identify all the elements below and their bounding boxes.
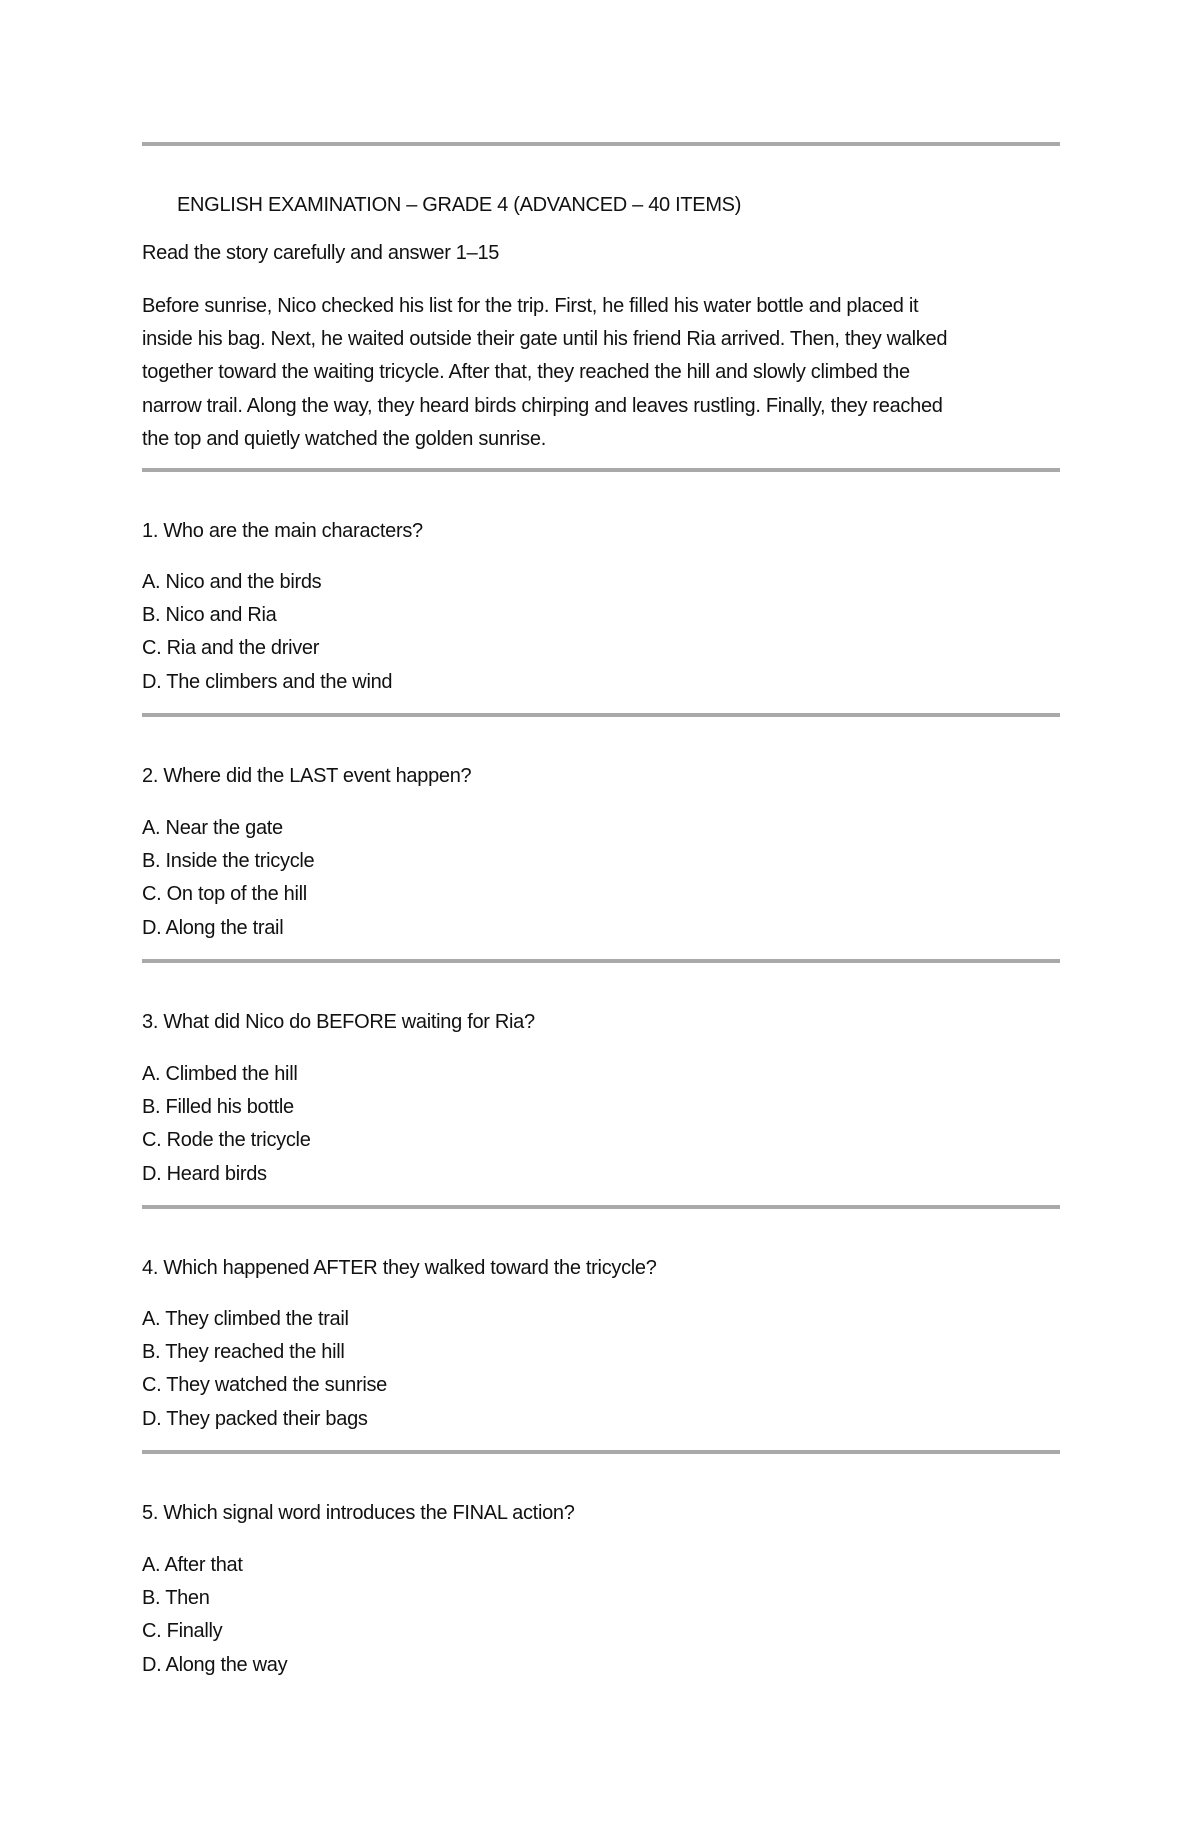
story-divider [142,468,1060,472]
question-5-prompt: 5. Which signal word introduces the FINAL action? [142,1502,575,1524]
story-line: Before sunrise, Nico checked his list for the trip. First, he filled his water bottle and placed it [142,295,919,317]
question-4-options [142,1303,387,1436]
question-3-prompt: 3. What did Nico do BEFORE waiting for Ria? [142,1011,535,1033]
instructions: Read the story carefully and answer 1–15 [142,242,500,264]
answer-option: A. Climbed the hill [142,1063,298,1085]
answer-option: B. Then [142,1587,210,1610]
question-5-options [142,1549,287,1682]
question-2-options [142,812,314,945]
story-passage [142,290,1060,456]
answer-option: C. Finally [142,1620,223,1643]
answer-option: D. Heard birds [142,1162,267,1185]
question-1-prompt: 1. Who are the main characters? [142,520,423,542]
answer-option: A. Near the gate [142,817,283,839]
question-divider [142,959,1060,963]
question-4-prompt: 4. Which happened AFTER they walked toward the tricycle? [142,1257,657,1279]
story-line: together toward the waiting tricycle. After that, they reached the hill and slowly climbed the [142,361,910,384]
exam-title: ENGLISH EXAMINATION – GRADE 4 (ADVANCED – 40 ITEMS) [177,194,742,216]
question-3-options [142,1058,311,1191]
answer-option: C. On top of the hill [142,883,307,906]
story-line: narrow trail. Along the way, they heard birds chirping and leaves rustling. Finally, they reached [142,394,943,417]
answer-option: C. They watched the sunrise [142,1374,387,1397]
answer-option: B. Inside the tricycle [142,850,315,873]
question-divider [142,713,1060,717]
question-divider [142,1450,1060,1454]
answer-option: D. Along the trail [142,916,284,939]
answer-option: D. Along the way [142,1653,288,1676]
answer-option: A. Nico and the birds [142,571,322,593]
answer-option: A. They climbed the trail [142,1308,349,1330]
top-divider [142,142,1060,146]
answer-option: D. They packed their bags [142,1407,368,1430]
answer-option: A. After that [142,1554,243,1576]
answer-option: B. Nico and Ria [142,604,277,627]
question-1-options [142,566,392,699]
answer-option: C. Ria and the driver [142,637,320,660]
answer-option: C. Rode the tricycle [142,1129,311,1152]
story-line: inside his bag. Next, he waited outside their gate until his friend Ria arrived. Then, they walked [142,328,948,351]
question-divider [142,1205,1060,1209]
answer-option: B. Filled his bottle [142,1096,294,1119]
story-line: the top and quietly watched the golden sunrise. [142,427,546,450]
question-2-prompt: 2. Where did the LAST event happen? [142,765,472,787]
answer-option: D. The climbers and the wind [142,670,393,693]
answer-option: B. They reached the hill [142,1341,345,1364]
